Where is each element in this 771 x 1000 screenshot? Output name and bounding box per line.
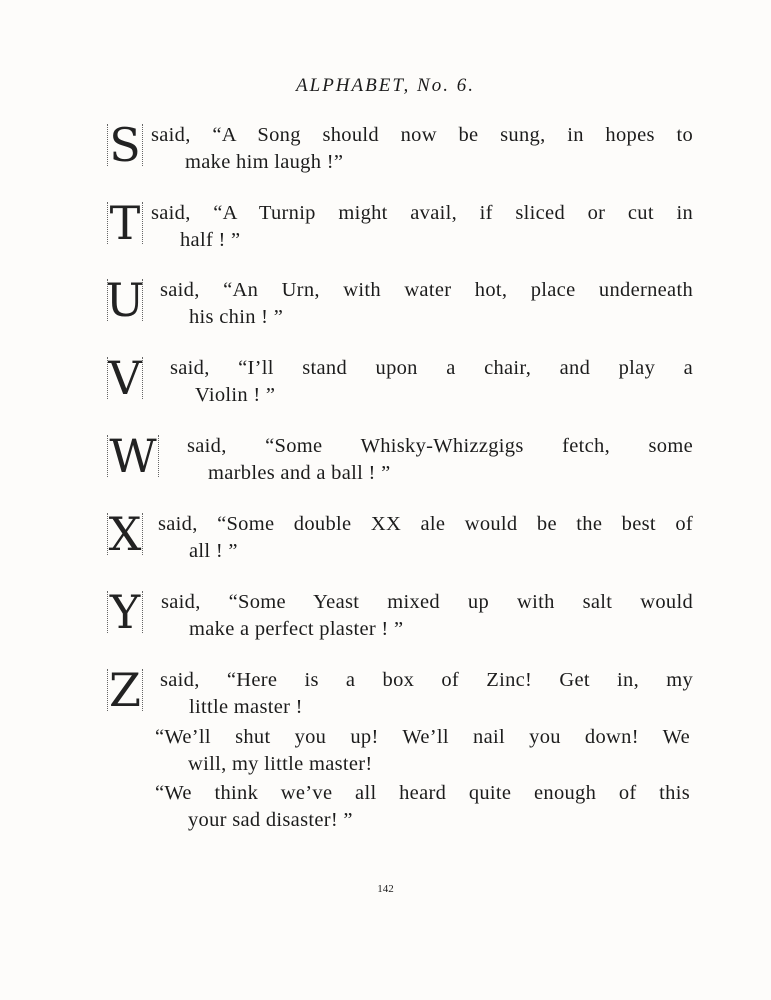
verse-line: said, “A Turnip might avail, if sliced or cut in bbox=[151, 202, 693, 224]
verse-w bbox=[103, 429, 693, 487]
ornamental-initial-w: W bbox=[103, 429, 163, 483]
verse-line: said, “I’ll stand upon a chair, and play a bbox=[170, 357, 693, 379]
verse-x bbox=[103, 507, 693, 565]
verse-line: said, “Some double XX ale would be the best of bbox=[158, 513, 693, 535]
ornamental-initial-z: Z bbox=[103, 663, 147, 717]
ornamental-initial-v: V bbox=[103, 351, 147, 405]
verse-line: Violin ! ” bbox=[195, 384, 276, 406]
verse-line: little master ! bbox=[189, 696, 303, 718]
verse-t bbox=[103, 196, 693, 254]
ornamental-initial-s: S bbox=[103, 118, 147, 172]
verse-z bbox=[103, 663, 693, 721]
ornamental-initial-x: X bbox=[103, 507, 147, 561]
ornamental-initial-u: U bbox=[103, 273, 147, 327]
verse-line: said, “An Urn, with water hot, place underneath bbox=[160, 279, 693, 301]
page-number: 142 bbox=[377, 883, 394, 895]
verse-v bbox=[103, 351, 693, 409]
verse-line: his chin ! ” bbox=[189, 306, 284, 328]
verse-line: make a perfect plaster ! ” bbox=[189, 618, 404, 640]
verse-line: all ! ” bbox=[189, 540, 238, 562]
verse-line: “We’ll shut you up! We’ll nail you down! We bbox=[155, 726, 690, 748]
verse-line: will, my little master! bbox=[188, 753, 373, 775]
verse-s bbox=[103, 118, 693, 176]
ornamental-initial-y: Y bbox=[103, 585, 147, 639]
page-subtitle: No. 6. bbox=[417, 75, 475, 96]
verse-line: said, “Some Yeast mixed up with salt would bbox=[161, 591, 693, 613]
ornamental-initial-t: T bbox=[103, 196, 147, 250]
verse-z-continuation-1 bbox=[155, 724, 690, 778]
verse-line: said, “Some Whisky-Whizzgigs fetch, some bbox=[187, 435, 693, 457]
verse-line: your sad disaster! ” bbox=[188, 809, 353, 831]
verse-y bbox=[103, 585, 693, 643]
verse-line: said, “Here is a box of Zinc! Get in, my bbox=[160, 669, 693, 691]
verse-u bbox=[103, 273, 693, 331]
verse-line: marbles and a ball ! ” bbox=[208, 462, 391, 484]
verse-line: half ! ” bbox=[180, 229, 241, 251]
verse-line: make him laugh !” bbox=[185, 151, 344, 173]
verse-z-continuation-2 bbox=[155, 780, 690, 834]
page-header bbox=[0, 75, 771, 97]
verse-line: “We think we’ve all heard quite enough of this bbox=[155, 782, 690, 804]
verse-line: said, “A Song should now be sung, in hopes to bbox=[151, 124, 693, 146]
page-title: ALPHABET, bbox=[296, 75, 411, 96]
